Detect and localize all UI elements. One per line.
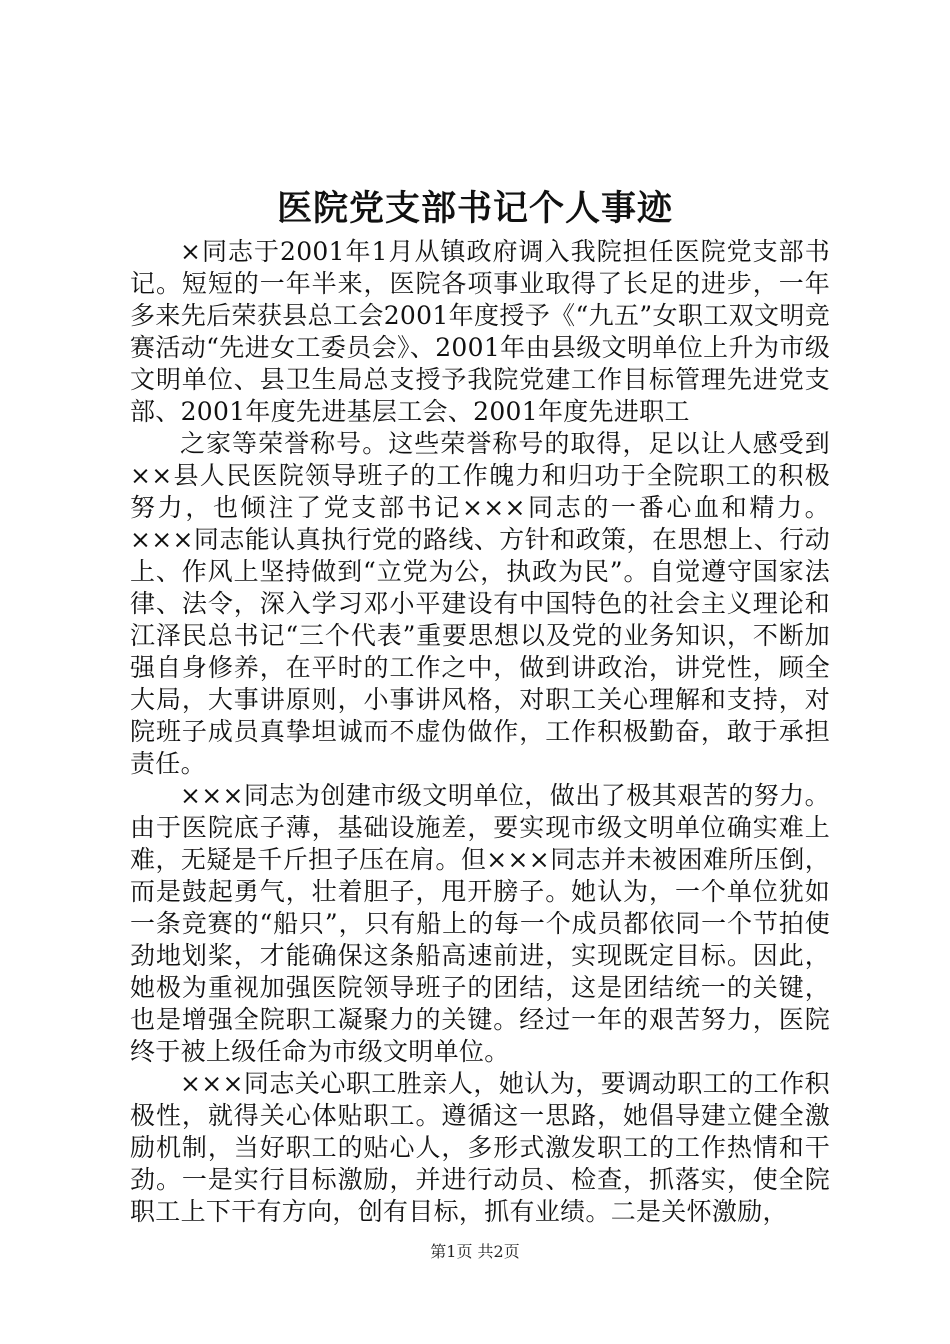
- document-body: [130, 236, 830, 1228]
- document-title: 医院党支部书记个人事迹: [276, 188, 673, 229]
- paragraph: 之家等荣誉称号。这些荣誉称号的取得，足以让人感受到××县人民医院领导班子的工作魄力和归功于全院职工的积极努力，也倾注了党支部书记×××同志的一番心血和精力。×××同志能认真执行党的路线、方针和政策，在思想上、行动上、作风上坚持做到“立党为公，执政为民”。自觉遵守国家法律、法令，深入学习邓小平建设有中国特色的社会主义理论和江泽民总书记“三个代表”重要思想以及党的业务知识，不断加强自身修养，在平时的工作之中，做到讲政治，讲党性，顾全大局，大事讲原则，小事讲风格，对职工关心理解和支持，对院班子成员真挚坦诚而不虚伪做作，工作积极勤奋，敢于承担责任。: [130, 429, 830, 778]
- paragraph: ×同志于2001年1月从镇政府调入我院担任医院党支部书记。短短的一年半来，医院各项事业取得了长足的进步，一年多来先后荣获县总工会2001年度授予《“九五”女职工双文明竞赛活动“先进女工委员会》、2001年由县级文明单位上升为市级文明单位、县卫生局总支授予我院党建工作目标管理先进党支部、2001年度先进基层工会、2001年度先进职工: [130, 237, 830, 426]
- paragraph: ×××同志关心职工胜亲人，她认为，要调动职工的工作积极性，就得关心体贴职工。遵循这一思路，她倡导建立健全激励机制，当好职工的贴心人，多形式激发职工的工作热情和干劲。一是实行目标激励，并进行动员、检查，抓落实，使全院职工上下干有方向，创有目标，抓有业绩。二是关怀激励，: [130, 1069, 830, 1226]
- page-footer: 第1页 共2页: [430, 1242, 520, 1261]
- paragraph: ×××同志为创建市级文明单位，做出了极其艰苦的努力。由于医院底子薄，基础设施差，要实现市级文明单位确实难上难，无疑是千斤担子压在肩。但×××同志并未被困难所压倒，而是鼓起勇气，壮着胆子，甩开膀子。她认为，一个单位犹如一条竞赛的“船只”，只有船上的每一个成员都依同一个节拍使劲地划桨，才能确保这条船高速前进，实现既定目标。因此，她极为重视加强医院领导班子的团结，这是团结统一的关键，也是增强全院职工凝聚力的关键。经过一年的艰苦努力，医院终于被上级任命为市级文明单位。: [130, 781, 830, 1066]
